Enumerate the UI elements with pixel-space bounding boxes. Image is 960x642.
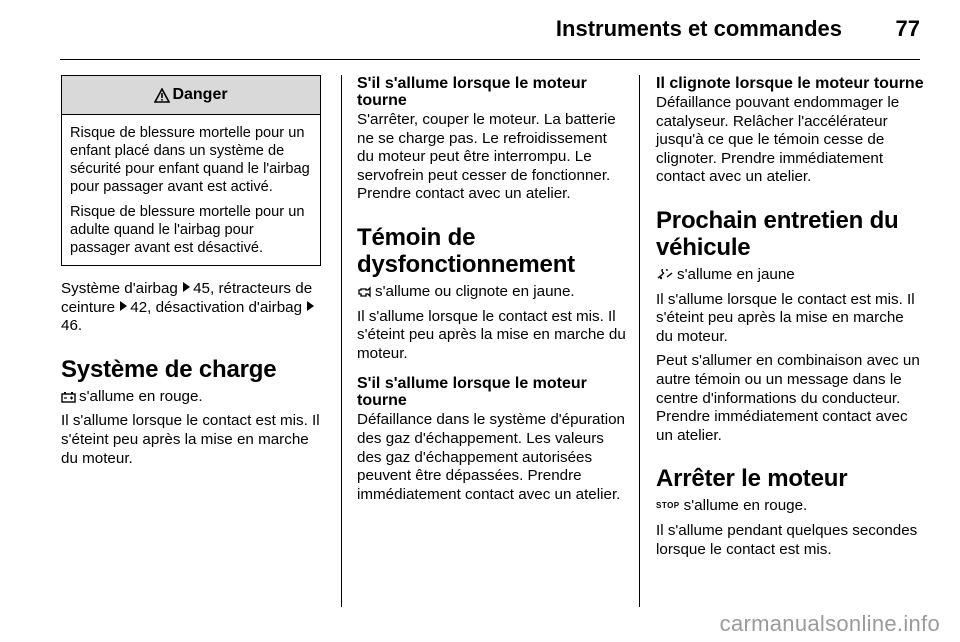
- danger-text-1: Risque de blessure mortelle pour un enfant placé dans un système de sécurité pour enfant quand le l'airbag pour passager avant est activé.: [70, 125, 310, 195]
- danger-text-2: Risque de blessure mortelle pour un adulte quand le l'airbag pour passager avant est désactivé.: [70, 204, 305, 256]
- service-text-2: Peut s'allumer en combinaison avec un autre témoin ou un message dans le centre d'informations du conducteur. Prendre immédiatement contact avec un atelier.: [656, 352, 920, 444]
- stop-icon: STOP: [656, 501, 680, 511]
- battery-icon: [61, 391, 76, 403]
- column-2: [357, 75, 627, 510]
- wrench-service-icon: [656, 269, 674, 281]
- stop-heading: Arrêter le moteur: [656, 465, 848, 493]
- battery-running-heading: S'il s'allume lorsque le moteur tourne: [357, 75, 587, 109]
- service-line: s'allume en jaune: [656, 266, 924, 285]
- blink-heading: Il clignote lorsque le moteur tourne: [656, 75, 924, 92]
- header-divider: [60, 59, 920, 60]
- danger-title: Danger: [172, 85, 228, 103]
- danger-header: [62, 76, 320, 115]
- danger-box: [61, 75, 321, 266]
- blink-text: Défaillance pouvant endommager le catalyseur. Relâcher l'accélérateur jusqu'à ce que le témoin cesse de clignoter. Prendre immédiatement contact avec un atelier.: [656, 94, 900, 186]
- danger-body: [62, 115, 320, 265]
- page-number: 77: [895, 16, 920, 41]
- stop-text: Il s'allume pendant quelques secondes lorsque le contact est mis.: [656, 521, 918, 558]
- page-header: [0, 0, 960, 60]
- charge-line: s'allume en rouge.: [61, 388, 326, 407]
- watermark: carmanualsonline.info: [719, 611, 940, 636]
- page-title: Instruments et commandes: [555, 16, 842, 41]
- malfunction-heading: Témoin de dysfonctionnement: [357, 223, 575, 278]
- service-text-1: Il s'allume lorsque le contact est mis. Il s'éteint peu après la mise en marche du moteur.: [656, 290, 915, 345]
- malfunction-line: s'allume ou clignote en jaune.: [357, 283, 627, 302]
- column-divider-1: [341, 75, 342, 607]
- airbag-reference: Système d'airbag 45, rétracteurs de ceinture 42, désactivation d'airbag 46.: [61, 280, 326, 336]
- engine-icon: [357, 286, 372, 298]
- arrow-ref-icon: [183, 282, 190, 292]
- column-divider-2: [639, 75, 640, 607]
- column-1: [61, 75, 326, 474]
- charge-heading: Système de charge: [61, 355, 277, 383]
- warning-triangle-icon: [154, 88, 170, 103]
- arrow-ref-icon: [120, 301, 127, 311]
- charge-text: Il s'allume lorsque le contact est mis. Il s'éteint peu après la mise en marche du moteur.: [61, 412, 320, 467]
- arrow-ref-icon: [307, 301, 314, 311]
- malfunction-running-heading: S'il s'allume lorsque le moteur tourne: [357, 375, 587, 410]
- service-heading: Prochain entretien du véhicule: [656, 206, 899, 261]
- malfunction-running-text: Défaillance dans le système d'épuration des gaz d'échappement. Les valeurs des gaz d'échappement autorisées peuvent être dépassées. Prendre immédiatement contact avec un atelier.: [357, 411, 625, 503]
- battery-running-text: S'arrêter, couper le moteur. La batterie ne se charge pas. Le refroidissement du moteur peut être interrompu. Le servofrein peut cesser de fonctionner. Prendre contact avec un atelier.: [357, 111, 616, 203]
- column-3: [656, 75, 924, 565]
- malfunction-text: Il s'allume lorsque le contact est mis. Il s'éteint peu après la mise en marche du moteur.: [357, 307, 626, 362]
- stop-line: STOP s'allume en rouge.: [656, 497, 808, 515]
